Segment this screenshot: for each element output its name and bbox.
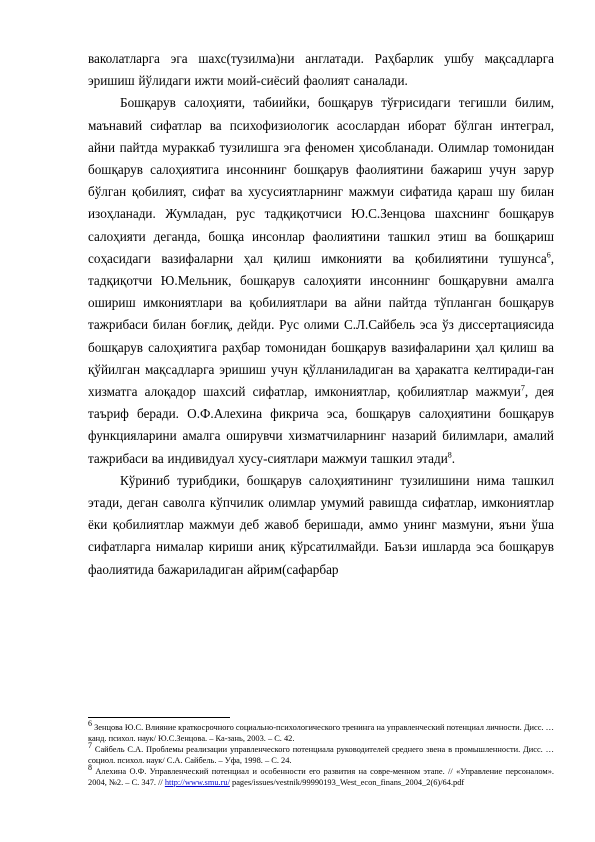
footnote-separator [88,717,230,718]
footnote-ref-7: 7 [520,383,525,393]
footnote-link-tail: pages/issues/vestnik/99990193_West_econ_finans_2004_2(6)/64.pdf [229,778,465,787]
footnote-number: 6 [88,719,92,729]
footnote-8 [88,763,554,788]
footnotes [88,719,555,788]
paragraph-3: Кўриниб турибдики, бошқарув салоҳиятининг тузилишини нима ташкил этади, деган саволга кўпчилик олимлар умумий равишда сифатлар, имкониятлар ёки қобилиятлар мажмуи деб жавоб беришади, аммо унинг мазмуни, яъни ўша сифатларга нималар кириши аниқ кўрсатилмайди. Баъзи ишларда эса бошқарув фаолиятида бажариладиган айрим(сафарбар [88,472,554,577]
footnote-link[interactable]: http://www.smu.ru/ [164,778,230,787]
footnote-text: Зенцова Ю.С. Влияние краткосрочного социально-психологического тренинга на управленческий потенциал личности. Дисс. … канд. психол. наук/ Ю.С.Зенцова. – Ка-зань, 2003. – С. 42. [88,723,555,743]
paragraph-2-text-a: Бошқарув салоҳияти, табиийки, бошқарув тўғрисидаги тегишли билим, маънавий сифатлар ва психофизиологик асослардан иборат бўлган интеграл, айни пайтда мураккаб тузилишга эга феномен ҳисобланади. Олимлар томонидан бошқарув салоҳиятига инсоннинг бошқарув фаолиятини бажариш учун зарур бўлган қобилият, сифат ва хусусиятларнинг мажмуи сифатида қараш шу билан изоҳланади. Жумладан, рус тадқиқотчиси Ю.С.Зенцова шахснинг бошқарув салоҳияти деганда, бошқа инсонлар фаолиятини ташкил этиш ва бошқариш соҳасидаги вазифаларни ҳал қилиш имконияти ва қобилиятини тушунса [88,95,554,266]
paragraph-2-text-b: , тадқиқотчи Ю.Мельник, бошқарув салоҳияти инсоннинг бошқарувни амалга ошириш имкониятлари ва қобилиятлари ва айни пайтда тўпланган бошқарув тажрибаси билан боғлиқ, дейди. Рус олими С.Л.Сайбель эса ўз диссертациясида бошқарув салоҳиятига раҳбар томонидан бошқарув вазифаларини ҳал қилиш ва қўйилган мақсадларга эришиш учун қўлланиладиган ва ҳаракатга келтиради-ган хизматга алоқадор шахсий сифатлар, имкониятлар, қобилиятлар мажмуи [88,250,554,400]
footnote-text: Сайбель С.А. Проблемы реализации управленческого потенциала руководителей среднего звена в промышленности. Дисс. … социол. психол. наук/ С.А. Сайбель. – Уфа, 1998. – С. 24. [88,745,554,765]
footnote-number: 7 [88,741,92,751]
footnote-6 [88,719,555,744]
footnote-text: Алехина О.Ф. Управленческий потенциал и особенности его развития на совре-менном этапе. // «Управление персоналом». 2004, №2. – С. 347. // [88,767,554,787]
footnote-number: 8 [88,763,92,773]
footnote-ref-8: 8 [447,450,452,460]
paragraph-2-text-c: , дея таъриф беради. О.Ф.Алехина фикрича эса, бошқарув салоҳиятини бошқарув функцияларини амалга оширувчи хизматчиларнинг назарий билимлари, амалий тажрибаси ва индивидуал хусу-сиятлари мажмуи ташкил этади [88,384,554,466]
paragraph-2-text-d: . [451,450,456,466]
footnote-ref-6: 6 [546,250,551,260]
paragraph-2 [88,92,554,469]
document-body [88,48,554,581]
footnote-7 [88,741,554,766]
paragraph-1: ваколатларга эга шахс(тузилма)ни англатади. Раҳбарлик ушбу мақсадларга эришиш йўлидаги ижти моий-сиёсий фаолият саналади. [88,51,554,89]
